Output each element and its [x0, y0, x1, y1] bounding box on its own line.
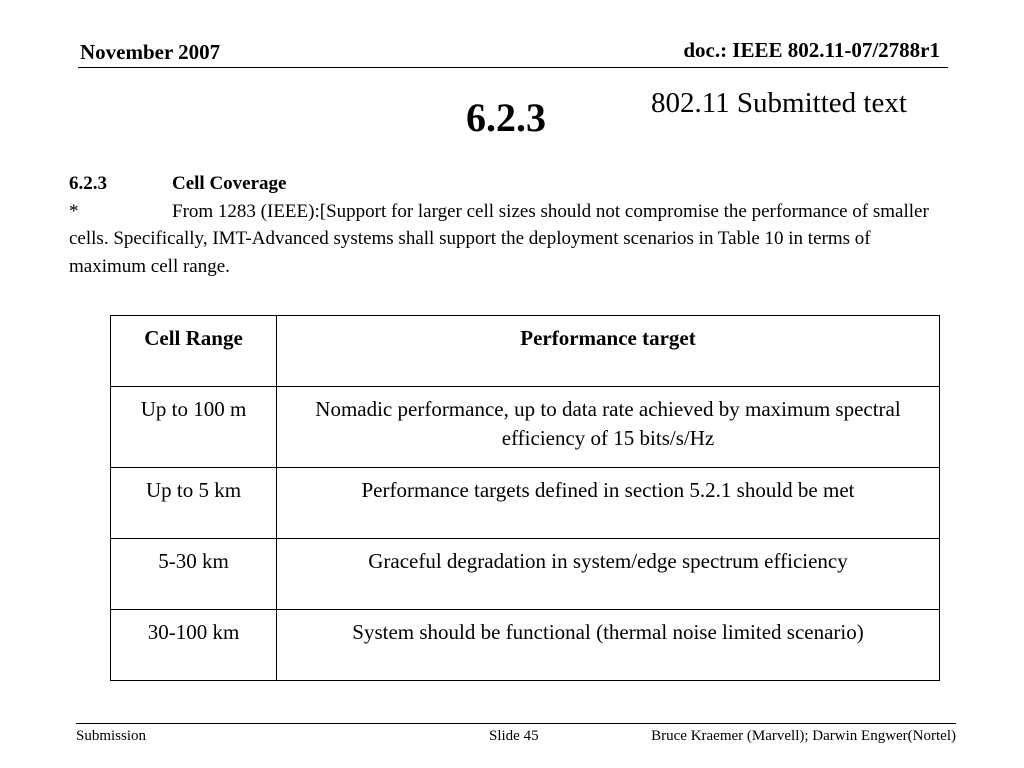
paragraph	[69, 198, 929, 281]
cell-range: Up to 100 m	[111, 387, 277, 468]
table-row	[111, 539, 940, 610]
bullet-marker: *	[69, 200, 79, 222]
cell-target: Performance targets defined in section 5.2.1 should be met	[277, 468, 940, 539]
footer-authors: Bruce Kraemer (Marvell); Darwin Engwer(Nortel)	[651, 728, 956, 744]
cell-range: 5-30 km	[111, 539, 277, 610]
header-doc-id: doc.: IEEE 802.11-07/2788r1	[683, 38, 940, 62]
cell-target: Graceful degradation in system/edge spectrum efficiency	[277, 539, 940, 610]
paragraph-rest: performance of smaller cells. Specifically, IMT-Advanced systems shall support the deployment scenarios in Table 10 in terms of maximum cell range.	[69, 200, 929, 277]
table-row	[111, 387, 940, 468]
section-heading: Cell Coverage	[172, 173, 287, 194]
section-line	[69, 170, 929, 198]
table-row	[111, 468, 940, 539]
header-date: November 2007	[80, 40, 221, 64]
footer-submission: Submission	[76, 728, 147, 744]
body-text	[69, 170, 929, 280]
slide-title: 6.2.3	[466, 95, 546, 140]
paragraph-line-1: From 1283 (IEEE):[Support for larger cell sizes should not compromise the	[172, 200, 747, 222]
header-rule	[78, 67, 948, 68]
table-row	[111, 610, 940, 681]
cell-range: 30-100 km	[111, 610, 277, 681]
cell-range: Up to 5 km	[111, 468, 277, 539]
footer-rule	[76, 723, 956, 724]
header-cell-range: Cell Range	[111, 316, 277, 387]
footer-slide-number: Slide 45	[489, 728, 539, 744]
table-header-row	[111, 316, 940, 387]
performance-table	[110, 315, 940, 681]
cell-target: Nomadic performance, up to data rate achieved by maximum spectral efficiency of 15 bits/s/Hz	[277, 387, 940, 468]
header-performance-target: Performance target	[277, 316, 940, 387]
cell-target: System should be functional (thermal noise limited scenario)	[277, 610, 940, 681]
slide-subtitle: 802.11 Submitted text	[651, 87, 907, 119]
section-number: 6.2.3	[69, 173, 107, 194]
